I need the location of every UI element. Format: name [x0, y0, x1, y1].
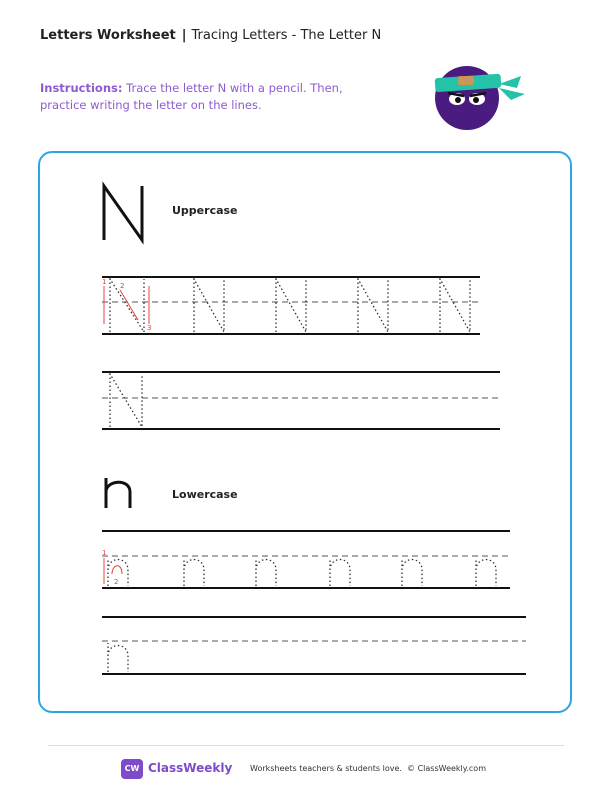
worksheet-subtitle: Tracing Letters - The Letter N [191, 28, 382, 43]
stroke-number-2: 2 [120, 282, 125, 290]
instructions-label: Instructions: [40, 81, 123, 95]
lowercase-label: Lowercase [172, 488, 238, 501]
instructions-text: Trace the letter N with a pencil. Then, practice writing the letter on the lines. [40, 81, 343, 112]
lowercase-stroke-number-1: 1 [102, 549, 107, 557]
tagline-text: Worksheets teachers & students love. [250, 764, 402, 773]
page-title [40, 28, 381, 43]
stroke-number-1: 1 [102, 278, 107, 286]
footer-divider [48, 745, 564, 746]
ninja-icon [425, 66, 535, 130]
footer-tagline [250, 764, 486, 773]
classweekly-logo: CW [121, 759, 143, 779]
instructions [40, 80, 370, 114]
stroke-number-3: 3 [147, 324, 152, 332]
title-separator: | [181, 28, 187, 43]
brand-name: ClassWeekly [148, 761, 233, 775]
uppercase-model-letter [96, 180, 152, 246]
uppercase-practice-row [100, 368, 504, 434]
lowercase-trace-row [100, 528, 514, 594]
lowercase-practice-row [100, 614, 530, 680]
copyright-text: © ClassWeekly.com [407, 764, 486, 773]
lowercase-model-letter [100, 476, 140, 512]
worksheet-title: Letters Worksheet [40, 28, 176, 43]
lowercase-stroke-number-2: 2 [114, 578, 119, 586]
uppercase-label: Uppercase [172, 204, 238, 217]
uppercase-trace-row [100, 272, 484, 340]
